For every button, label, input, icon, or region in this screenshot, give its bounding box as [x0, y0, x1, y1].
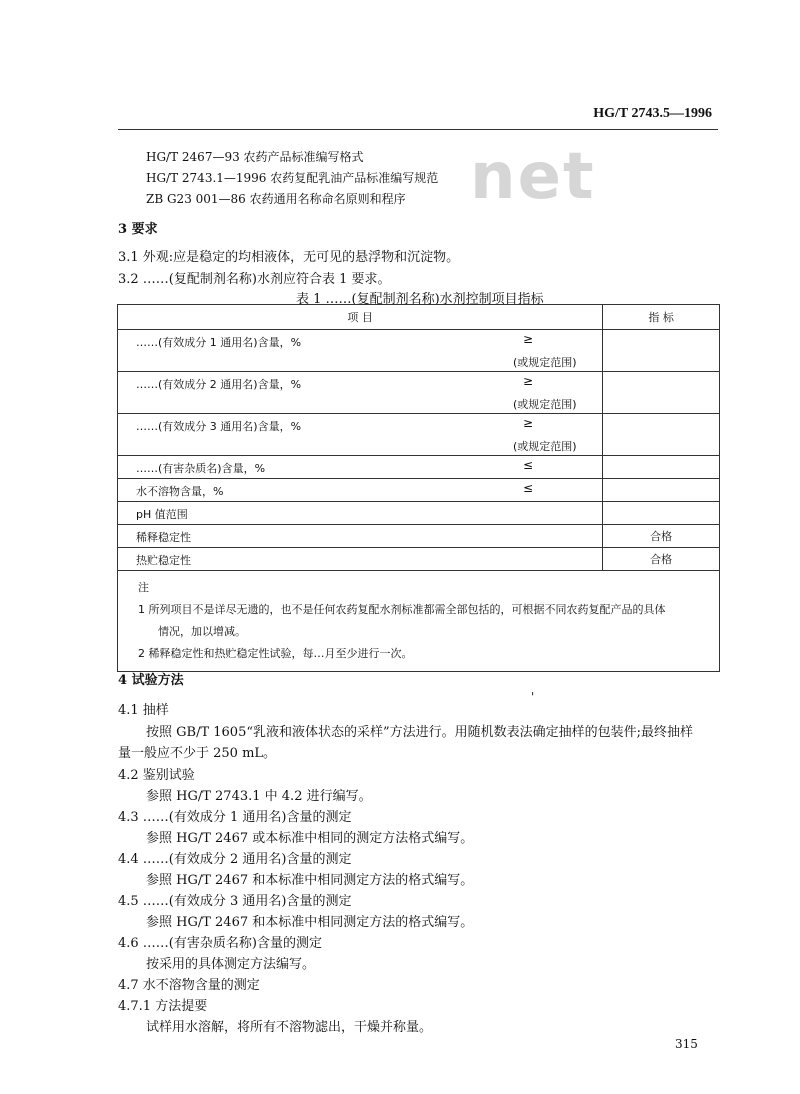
row-item: 热贮稳定性: [136, 554, 191, 567]
reference-line-1: HG/T 2467—93 农药产品标准编写格式: [146, 150, 364, 164]
section-4-6-para: 按采用的具体测定方法编写。: [146, 957, 316, 972]
row-value: [603, 479, 720, 502]
page-number: 315: [675, 1037, 698, 1051]
row-item: pH 值范围: [136, 508, 188, 521]
row-value: [603, 372, 720, 414]
stray-mark: ': [531, 690, 535, 704]
row-value: [603, 502, 720, 525]
section-3-1: 3.1 外观:应是稳定的均相液体，无可见的悬浮物和沉淀物。: [118, 250, 460, 265]
row-item: ……(有害杂质名)含量，%: [136, 462, 266, 475]
section-4-7: 4.7 水不溶物含量的测定: [118, 978, 260, 993]
section-4-3: 4.3 ……(有效成分 1 通用名)含量的测定: [118, 810, 352, 825]
table-row: [118, 479, 720, 502]
row-subnote: (或规定范围): [513, 440, 577, 453]
watermark: net: [470, 140, 596, 214]
row-item: ……(有效成分 2 通用名)含量，%: [136, 378, 302, 391]
note-2: 2 稀释稳定性和热贮稳定性试验，每…月至少进行一次。: [138, 647, 413, 660]
row-symbol: ≤: [523, 458, 534, 472]
table-row: [118, 502, 720, 525]
note-1b: 情况，加以增减。: [158, 625, 246, 638]
section-4-2-para: 参照 HG/T 2743.1 中 4.2 进行编写。: [146, 789, 372, 804]
table-row: [118, 330, 720, 372]
section-4-7-1: 4.7.1 方法提要: [118, 999, 208, 1014]
table-row: [118, 456, 720, 479]
header-item: 项 目: [118, 305, 603, 330]
row-value: [603, 414, 720, 456]
header-rule: [118, 129, 718, 130]
section-4-6: 4.6 ……(有害杂质名称)含量的测定: [118, 936, 322, 951]
section-4-1: 4.1 抽样: [118, 703, 169, 718]
table-row: [118, 414, 720, 456]
reference-line-3: ZB G23 001—86 农药通用名称命名原则和程序: [146, 192, 406, 206]
table-row: [118, 525, 720, 548]
spec-table: [117, 304, 720, 672]
table-caption: 表 1 ……(复配制剂名称)水剂控制项目指标: [296, 292, 544, 307]
row-item: 稀释稳定性: [136, 531, 191, 544]
row-value: 合格: [603, 548, 720, 571]
section-4-heading: 4 试验方法: [118, 673, 184, 688]
table-row: [118, 372, 720, 414]
row-value: 合格: [603, 525, 720, 548]
table-notes-row: [118, 571, 720, 672]
row-subnote: (或规定范围): [513, 356, 577, 369]
note-1a: 1 所列项目不是详尽无遗的，也不是任何农药复配水剂标准都需全部包括的，可根据不同农药复配产品的具体: [138, 603, 666, 616]
section-3-2: 3.2 ……(复配制剂名称)水剂应符合表 1 要求。: [118, 272, 391, 287]
row-symbol: ≥: [523, 374, 534, 388]
table-row: [118, 548, 720, 571]
row-symbol: ≥: [523, 416, 534, 430]
header-value: 指 标: [603, 305, 720, 330]
section-4-2: 4.2 鉴别试验: [118, 768, 195, 783]
row-item: ……(有效成分 1 通用名)含量，%: [136, 336, 302, 349]
row-item: ……(有效成分 3 通用名)含量，%: [136, 420, 302, 433]
section-3-heading: 3 要求: [118, 222, 158, 237]
section-4-3-para: 参照 HG/T 2467 或本标准中相同的测定方法格式编写。: [146, 831, 474, 846]
row-value: [603, 456, 720, 479]
row-item: 水不溶物含量，%: [136, 485, 224, 498]
section-4-1-para-1: 按照 GB/T 1605“乳液和液体状态的采样”方法进行。用随机数表法确定抽样的包装件;最终抽样: [146, 725, 694, 740]
section-4-1-para-2: 量一般应不少于 250 mL。: [118, 746, 277, 761]
section-4-4: 4.4 ……(有效成分 2 通用名)含量的测定: [118, 852, 352, 867]
section-4-4-para: 参照 HG/T 2467 和本标准中相同测定方法的格式编写。: [146, 873, 474, 888]
section-4-5-para: 参照 HG/T 2467 和本标准中相同测定方法的格式编写。: [146, 915, 474, 930]
table-header-row: [118, 305, 720, 330]
standard-code: HG/T 2743.5—1996: [593, 106, 712, 121]
row-value: [603, 330, 720, 372]
row-symbol: ≥: [523, 332, 534, 346]
section-4-5: 4.5 ……(有效成分 3 通用名)含量的测定: [118, 894, 352, 909]
row-subnote: (或规定范围): [513, 398, 577, 411]
section-4-7-1-para: 试样用水溶解，将所有不溶物滤出，干燥并称量。: [146, 1020, 433, 1035]
notes-title: 注: [138, 581, 149, 594]
reference-line-2: HG/T 2743.1—1996 农药复配乳油产品标准编写规范: [146, 171, 439, 185]
row-symbol: ≤: [523, 481, 534, 495]
